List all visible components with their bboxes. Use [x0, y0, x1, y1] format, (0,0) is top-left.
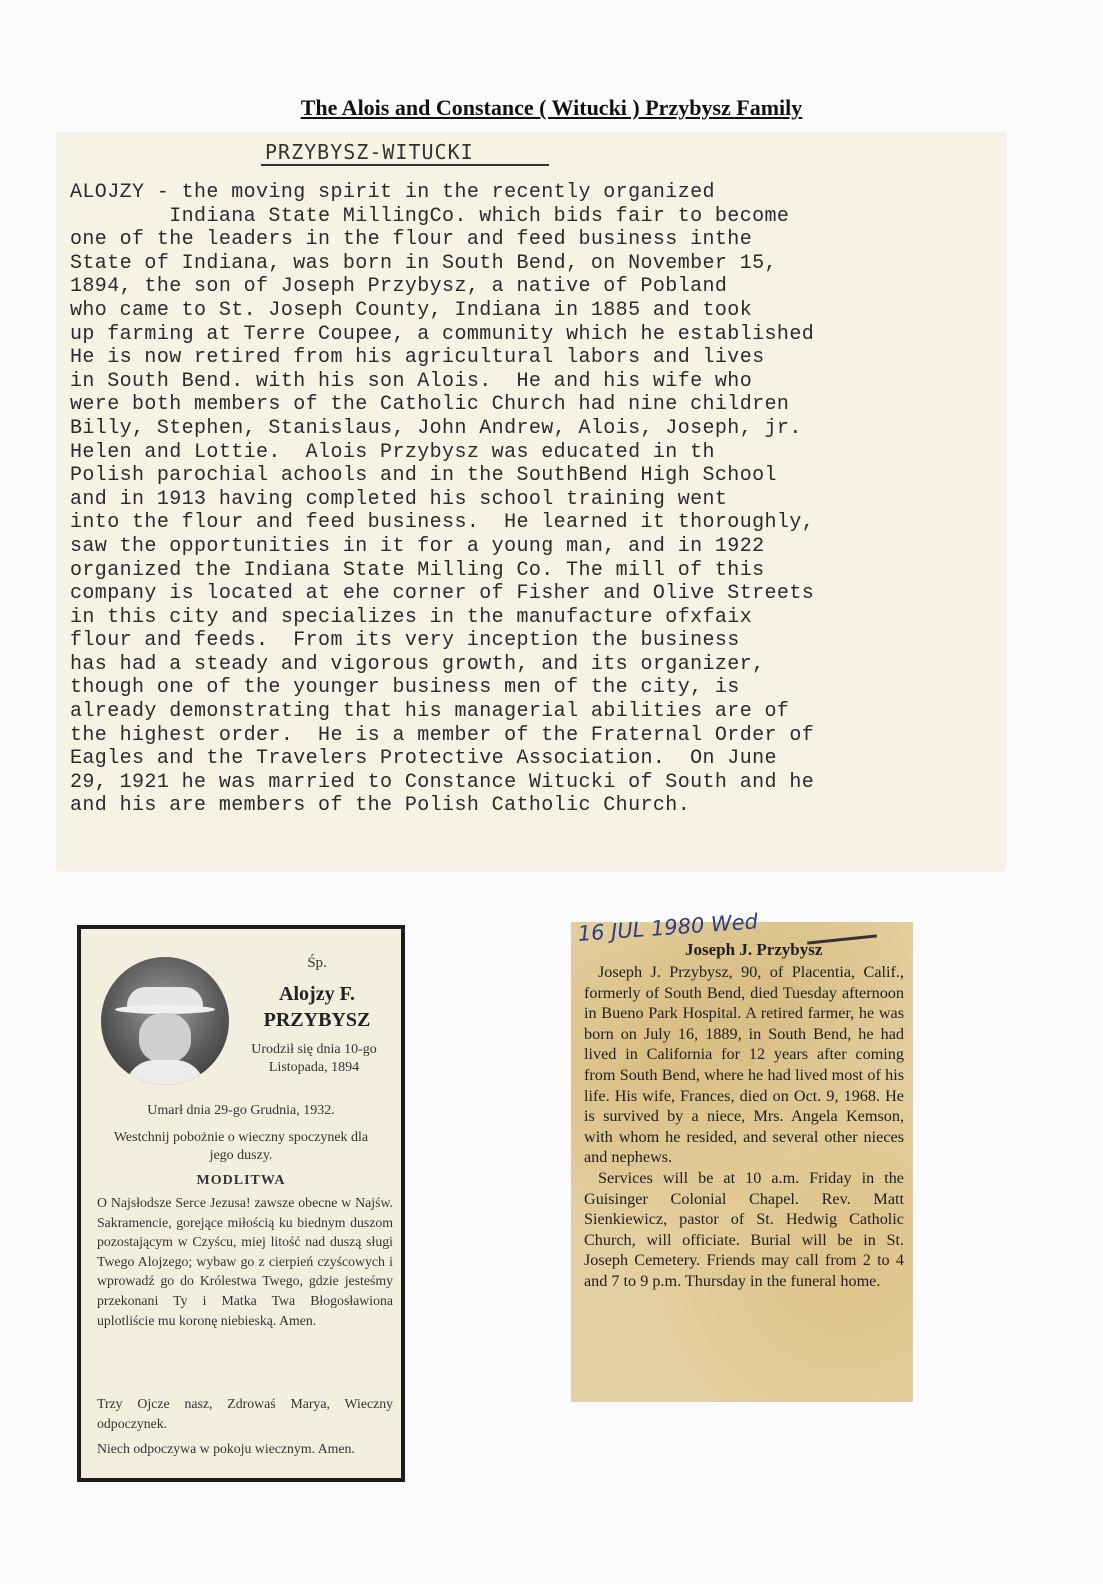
- memorial-card: [77, 925, 405, 1482]
- typed-article-heading: PRZYBYSZ-WITUCKI: [265, 140, 474, 164]
- card-prayer-title: MODLITWA: [196, 1173, 286, 1188]
- typed-line: who came to St. Joseph County, Indiana in 1885 and took: [70, 298, 753, 322]
- typed-line: up farming at Terre Coupee, a community which he established: [70, 322, 815, 346]
- typed-line: 1894, the son of Joseph Przybysz, a native of Pobland: [70, 275, 728, 299]
- obituary-clipping: [571, 909, 913, 1402]
- typed-article-body: [70, 181, 995, 818]
- typed-line: organized the Indiana State Milling Co. The mill of this: [70, 558, 765, 582]
- typed-line: 29, 1921 he was married to Constance Witucki of South and he: [70, 770, 815, 794]
- typed-line: already demonstrating that his managerial abilities are of: [70, 700, 790, 724]
- obituary-paragraph: Services will be at 10 a.m. Friday in the Guisinger Colonial Chapel. Rev. Matt Sienkiewicz, pastor of St. Hedwig Catholic Church, will officiate. Burial will be in St. Joseph Cemetery. Friends may call from 2 to 4 and 7 to 9 p.m. Thursday in the funeral home.: [584, 1168, 904, 1290]
- typed-line: one of the leaders in the flour and feed business inthe: [70, 228, 753, 252]
- typed-line: in South Bend. with his son Alois. He and his wife who: [70, 369, 753, 393]
- typed-line: State of Indiana, was born in South Bend, on November 15,: [70, 251, 777, 275]
- typed-line: the highest order. He is a member of the Fraternal Order of: [70, 723, 815, 747]
- card-death-date: Umarł dnia 29-go Grudnia, 1932.: [147, 1103, 335, 1118]
- card-born-date: Urodził się dnia 10-go Listopada, 1894: [251, 1042, 377, 1075]
- typed-line: and his are members of the Polish Catholic Church.: [70, 794, 691, 818]
- card-sp: Śp.: [307, 955, 327, 971]
- typed-line: company is located at ehe corner of Fisher and Olive Streets: [70, 582, 815, 606]
- obituary-body: [584, 962, 904, 1292]
- typed-line: Indiana State MillingCo. which bids fair to become: [70, 204, 790, 228]
- card-prayer: O Najsłodsze Serce Jezusa! zawsze obecne w Najśw. Sakramencie, gorejące miłością ku biednym duszom pozostającym w Czyścu, miej litość nad duszą sługi Twego Alojzego; wybaw go z cierpień czyścowych i wprowadź go do Królestwa Twego, gdzie jesteśmy przekonani Ty i Matka Twa Błogosławiona uplotliście mu koronę niebieską. Amen.: [97, 1195, 393, 1328]
- card-name-first: Alojzy F.: [279, 983, 355, 1005]
- typed-article: [57, 133, 1005, 870]
- typed-line: saw the opportunities in it for a young man, and in 1922: [70, 534, 765, 558]
- card-prayer-list: Trzy Ojcze nasz, Zdrowaś Marya, Wieczny odpoczynek.: [97, 1396, 393, 1431]
- card-closing: Niech odpoczywa w pokoju wiecznym. Amen.: [97, 1441, 355, 1456]
- card-request: Westchnij pobożnie o wieczny spoczynek dla jego duszy.: [113, 1130, 369, 1163]
- portrait-photo: [101, 957, 229, 1085]
- typed-line: Eagles and the Travelers Protective Association. On June: [70, 747, 777, 771]
- obituary-headline: Joseph J. Przybysz: [685, 940, 823, 959]
- typed-line: Helen and Lottie. Alois Przybysz was educated in th: [70, 440, 715, 464]
- typed-line: into the flour and feed business. He learned it thoroughly,: [70, 511, 815, 535]
- typed-line: has had a steady and vigorous growth, and its organizer,: [70, 652, 765, 676]
- obituary-paragraph: Joseph J. Przybysz, 90, of Placentia, Calif., formerly of South Bend, died Tuesday afternoon in Bueno Park Hospital. A retired farmer, he was born on July 16, 1889, in South Bend, he had lived in California for 12 years after coming from South Bend, where he had lived most of his life. His wife, Frances, died on Oct. 9, 1968. He is survived by a niece, Mrs. Angela Kemson, with whom he resided, and several other nieces and nephews.: [584, 963, 904, 1167]
- card-name-last: PRZYBYSZ: [263, 1009, 371, 1031]
- typed-line: were both members of the Catholic Church had nine children: [70, 393, 790, 417]
- page-title: The Alois and Constance ( Witucki ) Przybysz Family: [300, 95, 803, 120]
- handwritten-date: 16 JUL 1980 Wed: [577, 909, 759, 946]
- typed-line: flour and feeds. From its very inception the business: [70, 629, 740, 653]
- typed-line: Polish parochial achools and in the SouthBend High School: [70, 464, 777, 488]
- typed-line: ALOJZY - the moving spirit in the recently organized: [70, 181, 715, 204]
- typed-line: in this city and specializes in the manufacture ofxfaix: [70, 605, 753, 629]
- typed-line: Billy, Stephen, Stanislaus, John Andrew, Alois, Joseph, jr.: [70, 416, 802, 440]
- typed-line: though one of the younger business men of the city, is: [70, 676, 740, 700]
- typed-line: and in 1913 having completed his school training went: [70, 487, 728, 511]
- typed-line: He is now retired from his agricultural labors and lives: [70, 346, 765, 370]
- heading-underline: [261, 164, 549, 166]
